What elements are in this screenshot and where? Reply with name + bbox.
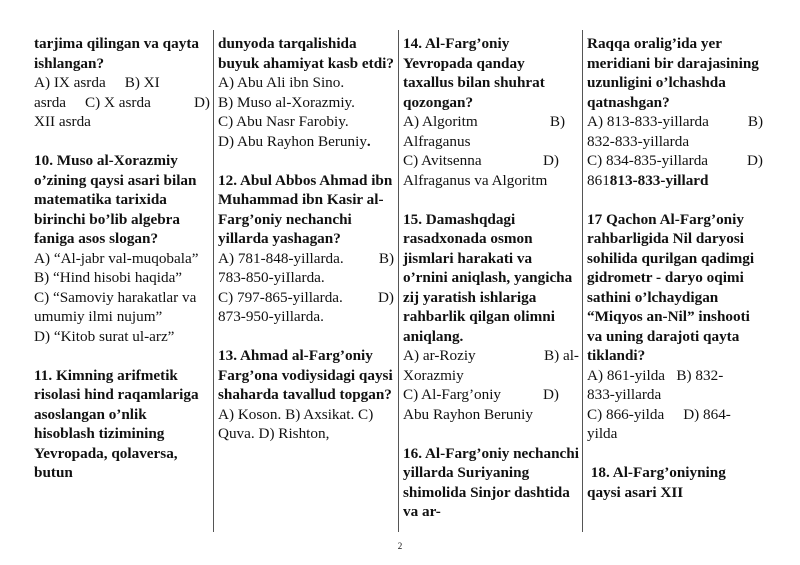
answer-option: A) Koson. B) Axsikat. C) Quva. D) Rishton, (218, 405, 374, 442)
question-10: 10. Muso al-Xorazmiy o’zining qaysi asari bilan matematika tarixida birinchi bo’lib algebra faniga asos slogan? (34, 152, 197, 247)
answer-line: 832-833-yillarda (587, 132, 690, 150)
answer-option: D) (193, 93, 210, 111)
answer-line (218, 288, 394, 308)
answer-line (218, 249, 394, 269)
answer-line (34, 93, 210, 113)
answer-option: B) 832- (676, 366, 724, 384)
answer-line: Alfraganus va Algoritm (403, 171, 548, 189)
column-divider (582, 30, 583, 532)
answer-option: 861 (587, 171, 610, 189)
answer-option: C) Abu Nasr Farobiy. (218, 113, 349, 130)
question-17: 17 Qachon Al-Farg’oniy rahbarligida Nil daryosi sohilida qurilgan qadimgi gidrometr - daryo oqimi sathini o’lchaydigan “Miqyos an-Nil” inshooti va uning darajoti qayta tiklandi? (587, 210, 755, 364)
answer-option: C) 834-835-yillarda (587, 152, 709, 169)
answer-option: D) (542, 152, 559, 169)
answer-option: A) 813-833-yillarda (587, 113, 709, 130)
question-16-continued: Raqqa oralig’ida yer meridiani bir darajasining uzunligini o’lchashda qatnashgan? (587, 35, 759, 111)
answer-option (218, 132, 394, 152)
answer-line: XII asrda (34, 113, 91, 130)
column-4 (587, 34, 763, 502)
answer-line (587, 151, 763, 171)
question-12: 12. Abul Abbos Ahmad ibn Muhammad ibn Kasir al- Farg’oniy nechanchi yillarda yashagan? (218, 171, 393, 247)
answer-option: D) 864- (683, 405, 731, 423)
answer-option: A) Abu Ali ibn Sino. (218, 74, 345, 91)
answer-option: B) (549, 113, 565, 130)
answer-option: asrda (34, 93, 67, 111)
column-1 (34, 34, 210, 483)
answer-option: D) (377, 288, 394, 306)
answer-option: A) Algoritm (403, 113, 478, 130)
question-11: 11. Kimning arifmetik risolasi hind raqamlariga asoslangan o’nlik hisoblash tizimining Yevropada, qolaversa, butun (34, 366, 199, 481)
answer-option: A) 781-848-yillarda. (218, 249, 344, 267)
question-11-continued: dunyoda tarqalishida buyuk ahamiyat kasb etdi? (218, 35, 394, 72)
answer-option: C) 797-865-yillarda. (218, 288, 343, 306)
column-divider (398, 30, 399, 532)
answer-option-period: . (366, 132, 371, 150)
answer-line (587, 112, 763, 132)
answer-option: C) Al-Farg’oniy (403, 386, 502, 403)
question-16: 16. Al-Farg’oniy nechanchi yillarda Suriyaning shimolida Sinjor dashtida va ar- (403, 444, 579, 520)
answer-option: B) Muso al-Xorazmiy. (218, 93, 355, 111)
answer-line (403, 112, 579, 132)
answer-line: Xorazmiy (403, 366, 464, 384)
question-18: 18. Al-Farg’oniyning qaysi asari XII (587, 464, 730, 501)
answer-line: yilda (587, 425, 618, 442)
answer-option: B) (747, 113, 763, 130)
answer-line: 783-850-yiIlarda. (218, 269, 325, 286)
answer-line (34, 73, 210, 93)
question-9-continued: tarjima qilingan va qayta ishlangan? (34, 35, 199, 72)
answer-line (587, 405, 763, 425)
answer-line (587, 171, 763, 191)
column-3 (403, 34, 579, 522)
answer-line (403, 151, 579, 171)
answer-option: A) “Al-jabr val-muqobala” B) “Hind hisobi haqida” (34, 249, 199, 286)
answer-option: D) “Kitob surat ul-arz” (34, 327, 175, 345)
answer-option-bold: 813-833-yillard (609, 171, 709, 189)
answer-line: Abu Rayhon Beruniy (403, 405, 533, 423)
answer-line (587, 366, 763, 386)
answer-option-text: D) Abu Rayhon Beruniy (218, 132, 367, 150)
question-15: 15. Damashqdagi rasadxonada osmon jismlari harakati va o’rnini aniqlash, yangicha zij yaratish ishlariga rahbarlik qilgan olimni aniqlang. (403, 210, 573, 345)
question-13: 13. Ahmad al-Farg’oniy Farg’ona vodiysidagi qaysi shaharda tavallud topgan? (218, 347, 393, 403)
page-number: 2 (397, 541, 403, 551)
answer-line: Alfraganus (403, 132, 471, 150)
answer-option: A) IX asrda (34, 74, 106, 91)
answer-option: A) ar-Roziy (403, 347, 476, 364)
answer-option: C) 866-yilda (587, 405, 665, 423)
answer-option: C) “Samoviy harakatlar va umumiy ilmi nujum” (34, 288, 197, 325)
question-14: 14. Al-Farg’oniy Yevropada qanday taxallus bilan shuhrat qozongan? (403, 35, 545, 111)
answer-option: B) XI (124, 74, 160, 91)
answer-line: 873-950-yillarda. (218, 308, 324, 325)
answer-line (403, 346, 579, 366)
answer-line: 833-yillarda (587, 386, 662, 403)
column-2 (218, 34, 394, 444)
answer-option: C) Avitsenna (403, 152, 482, 169)
answer-option: D) (542, 386, 559, 403)
column-divider (213, 30, 214, 532)
answer-option: D) (746, 152, 763, 169)
answer-option: B) (378, 249, 394, 267)
answer-line (403, 385, 579, 405)
answer-option: C) X asrda (85, 93, 151, 111)
answer-option: B) al- (543, 347, 579, 364)
answer-option: A) 861-yilda (587, 366, 666, 384)
